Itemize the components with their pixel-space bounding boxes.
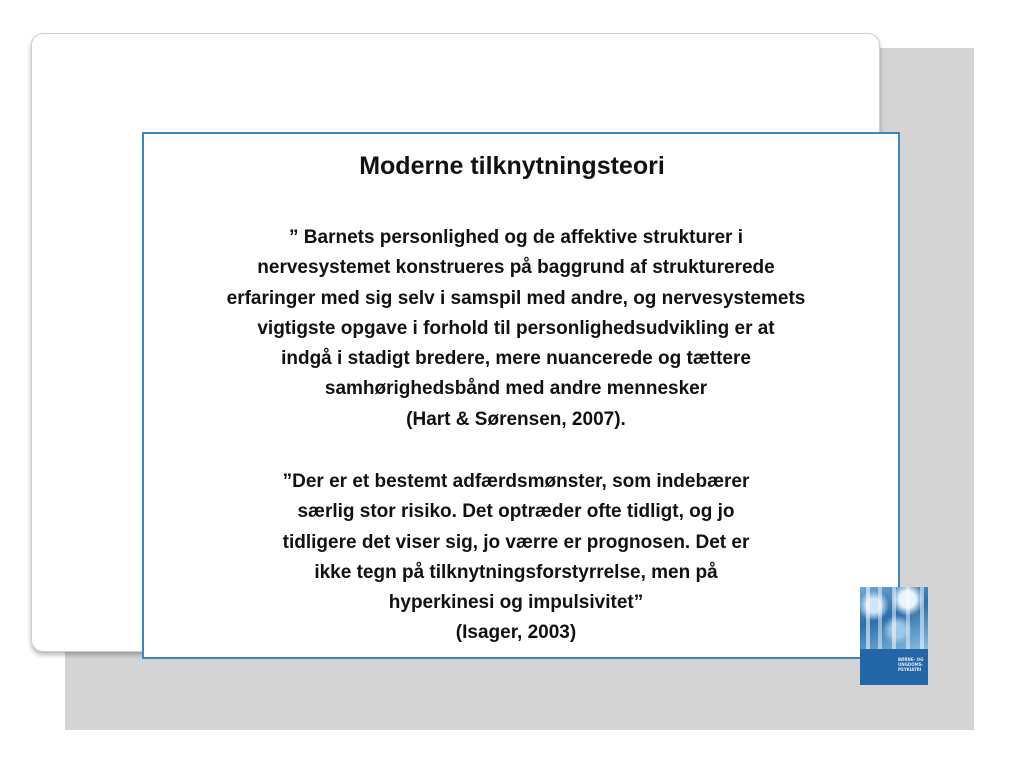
book-cover-photo — [860, 587, 928, 649]
book-cover-text-line: BØRNE- OG — [898, 657, 924, 662]
quote-line: samhørighedsbånd med andre mennesker — [324, 378, 708, 400]
quote-line: særlig stor risiko. Det optræder ofte tidligt, og jo — [297, 501, 735, 523]
quote-line: indgå i stadigt bredere, mere nuancerede og tættere — [281, 348, 751, 370]
quote-citation: (Isager, 2003) — [455, 622, 577, 644]
quote-line: ” Barnets personlighed og de affektive strukturer i — [289, 227, 743, 248]
quote-line: erfaringer med sig selv i samspil med andre, og nervesystemets — [226, 287, 806, 309]
quote-line: ”Der er et bestemt adfærdsmønster, som indebærer — [282, 471, 750, 492]
quote-line: hyperkinesi og impulsivitet” — [388, 592, 644, 614]
quote-line: nervesystemet konstrueres på baggrund af strukturerede — [257, 257, 775, 279]
quote-citation: (Hart & Sørensen, 2007). — [406, 408, 626, 430]
book-cover-text-line: UNGDOMS- — [898, 662, 924, 667]
quote-line: vigtigste opgave i forhold til personlighedsudvikling er at — [257, 317, 775, 339]
book-cover-text-line: PSYKIATRI — [898, 667, 922, 672]
book-cover-image — [860, 587, 928, 685]
quote-hart-sorensen — [160, 223, 872, 435]
quote-isager — [160, 467, 872, 649]
quote-line: ikke tegn på tilknytningsforstyrrelse, men på — [314, 561, 718, 583]
quote-line: tidligere det viser sig, jo værre er prognosen. Det er — [282, 531, 750, 553]
slide-title: Moderne tilknytningsteori — [359, 152, 665, 180]
book-cover-text — [898, 657, 926, 672]
